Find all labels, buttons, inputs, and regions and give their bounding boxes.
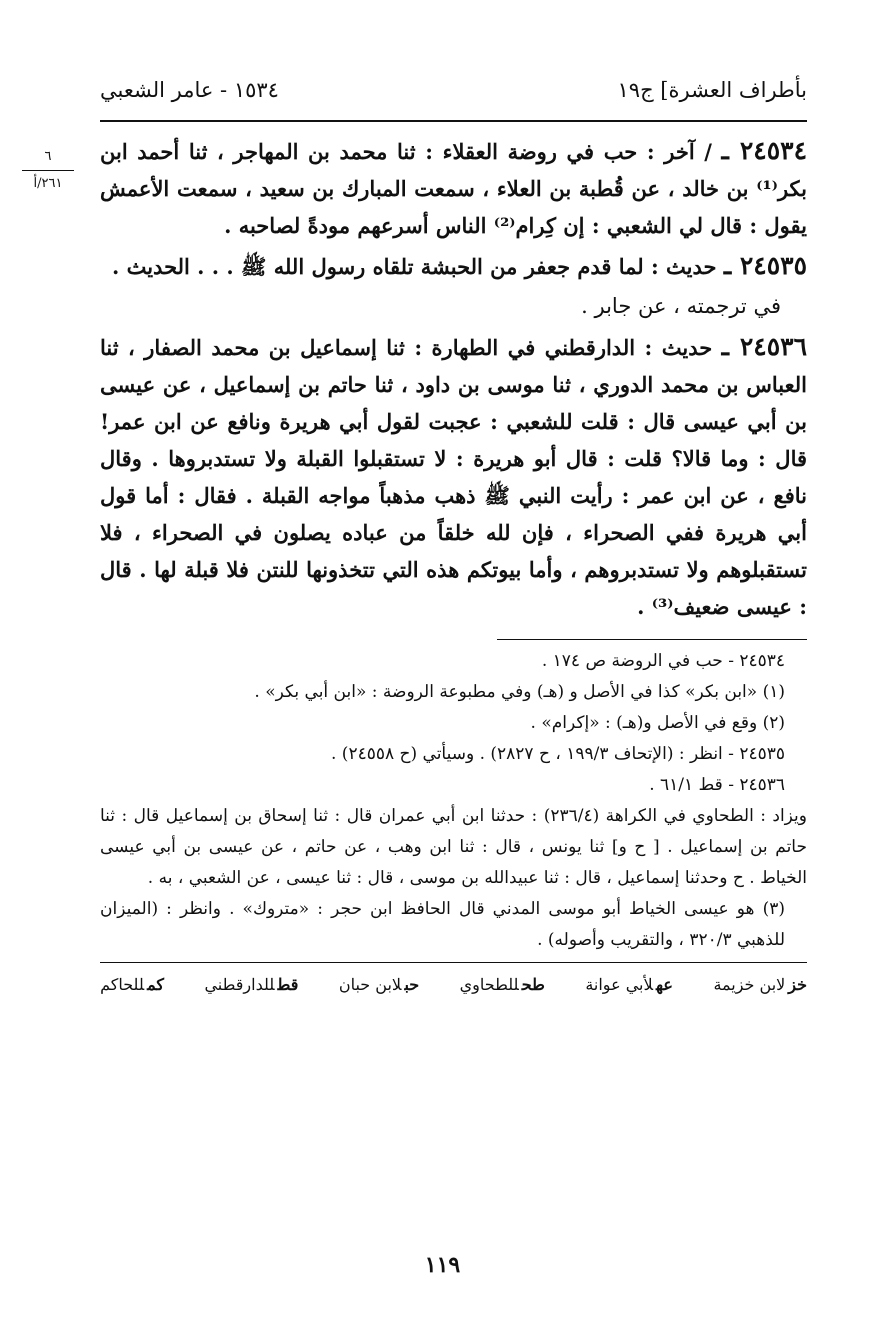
abbreviation-item: كمللحاكم [100,975,164,994]
footnote-addendum: ويزاد : الطحاوي في الكراهة (٢٣٦/٤) : حدثنا ابن أبي عمران قال : ثنا إسحاق بن إسماعيل قال : ثنا حاتم بن إسماعيل . [ ح و] ثنا يونس ، قال : ثنا ابن وهب ، عن حاتم ، عن عيسى بن أبي عيسى الخياط . ح وحدثنا إسماعيل ، قال : ثنا عبيدالله بن موسى ، قال : ثنا عيسى ، عن الشعبي ، به . [100,806,807,888]
margin-note-bottom: ٢٦١/أ [33,176,63,191]
abbreviation-item: طحللطحاوي [459,975,545,994]
abbreviation-item: قطللدارقطني [204,975,299,994]
margin-note-divider [22,170,74,171]
entry-24536 [100,328,807,625]
abbreviation-item: حبلابن حبان [338,975,420,994]
abbreviation-legend [100,969,807,1001]
abbreviation-item: عهلأبي عوانة [585,975,673,994]
header-volume-title: بأطراف العشرة] ج١٩ [617,78,807,102]
footnote-3: (٣) هو عيسى الخياط أبو موسى المدني قال الحافظ ابن حجر : «متروك» . وانظر : (الميزان للذهبي ٣٢٠/٣ ، والتقريب وأصوله) . [100,899,785,950]
footnote: (٢) وقع في الأصل و(هـ) : «إكرام» . [530,713,785,733]
margin-note [22,148,74,193]
entry-text: حديث : الدارقطني في الطهارة : ثنا إسماعيل بن محمد الصفار ، ثنا العباس بن محمد الدوري ، ثنا موسى بن داود ، ثنا حاتم بن إسماعيل ، عن عيسى بن أبي عيسى قال : قلت للشعبي : عجبت لقول أبي هريرة ونافع عن ابن عمر! قال : وما قالا؟ قلت : قال أبو هريرة : لا تستقبلوا القبلة ولا تستدبروها . وقال نافع ، عن ابن عمر : رأيت النبي ﷺ ذهب مذهباً مواجه القبلة . فقال : أما قول أبي هريرة ففي الصحراء ، فإن لله خلقاً من عباده يصلون في الصحراء ، فلا تستقبلوهم ولا تستدبروهم ، وأما بيوتكم هذه التي تتخذونها للنتن فلا قبلة لها . قال : عيسى ضعيف⁽³⁾ . [100,335,807,619]
entry-number: ٢٤٥٣٦ ـ [721,332,807,361]
entry-number: ٢٤٥٣٤ ـ [721,136,807,165]
header-section-title: ١٥٣٤ - عامر الشعبي [100,78,279,102]
abbreviation-item: خزلابن خزيمة [713,975,807,994]
footnote: ٢٤٥٣٤ - حب في الروضة ص ١٧٤ . [541,651,785,671]
footnote: (١) «ابن بكر» كذا في الأصل و (هـ) وفي مطبوعة الروضة : «ابن أبي بكر» . [254,682,785,702]
footnote: ٢٤٥٣٥ - انظر : (الإتحاف ١٩٩/٣ ، ح ٢٨٢٧) . وسيأتي (ح ٢٤٥٥٨) . [331,744,785,764]
running-header [100,78,807,114]
abbreviation-rule [100,962,807,963]
margin-note-top: ٦ [44,149,52,164]
entry-24535 [100,247,807,285]
entry-24534 [100,132,807,244]
entry-number: ٢٤٥٣٥ ـ [723,251,807,280]
entry-text: / آخر : حب في روضة العقلاء : ثنا محمد بن المهاجر ، ثنا أحمد ابن بكر⁽¹⁾ بن خالد ، عن قُطبة بن العلاء ، سمعت المبارك بن سعيد ، سمعت الأعمش يقول : قال لي الشعبي : إن كِرام⁽²⁾ الناس أسرعهم مودةً لصاحبه . [100,139,807,238]
footnotes [100,639,807,956]
entry-note: في ترجمته ، عن جابر . [581,294,781,318]
page [100,78,807,1001]
entry-text: حديث : لما قدم جعفر من الحبشة تلقاه رسول الله ﷺ . . . الحديث . [111,254,717,279]
page-number: ١١٩ [424,1252,461,1278]
header-rule [100,120,807,122]
main-text [100,132,807,625]
footnote: ٢٤٥٣٦ - قط ٦١/١ . [649,775,785,795]
footnote-rule [497,639,807,640]
